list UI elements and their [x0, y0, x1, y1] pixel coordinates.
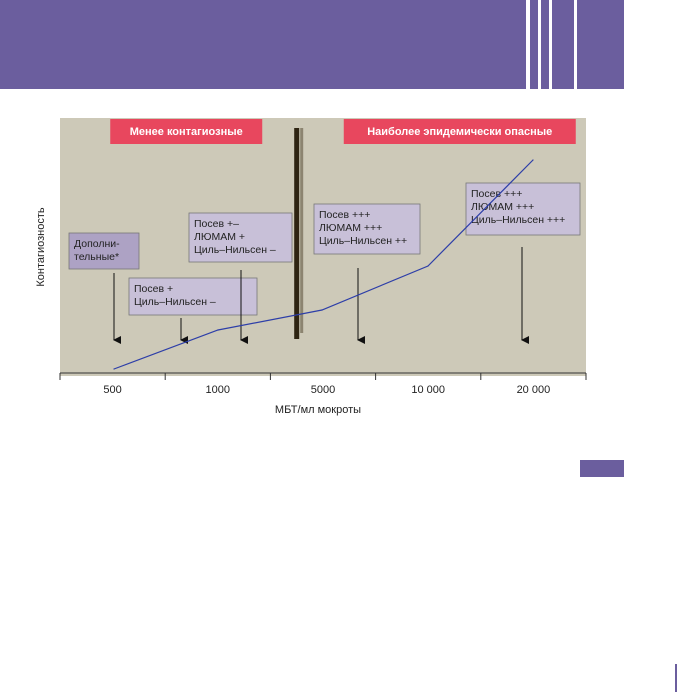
x-axis-label: МБТ/мл мокроты: [274, 404, 362, 416]
annotation-text: Циль–Нильсен +++: [471, 214, 566, 226]
threshold-bar: [294, 128, 299, 339]
annotation-text: Посев +++: [319, 209, 371, 221]
data-point: [217, 329, 218, 330]
category-band-label: Менее контагиозные: [129, 126, 243, 138]
data-point: [321, 309, 322, 310]
x-tick-label: 5000: [310, 384, 336, 396]
threshold-shadow: [300, 128, 303, 333]
x-tick-label: 1000: [205, 384, 231, 396]
annotation-text: Посев +: [134, 283, 174, 295]
x-tick-label: 20 000: [516, 384, 551, 396]
annotation-text: ЛЮМАМ +++: [471, 201, 535, 213]
annotation-text: тельные*: [74, 251, 120, 263]
x-tick-label: 500: [103, 384, 122, 396]
annotation-text: Циль–Нильсен –: [194, 244, 276, 256]
data-point: [113, 368, 114, 369]
annotation-text: Циль–Нильсен –: [134, 296, 216, 308]
annotation-text: Дополни-: [74, 238, 120, 250]
category-band-label: Наиболее эпидемически опасные: [367, 126, 553, 138]
x-tick-label: 10 000: [411, 384, 446, 396]
data-point: [427, 265, 428, 266]
annotation-text: ЛЮМАМ +: [194, 231, 246, 243]
y-axis-label: Контагиозность: [35, 207, 47, 287]
annotation-text: ЛЮМАМ +++: [319, 222, 383, 234]
annotation-text: Посев +++: [471, 188, 523, 200]
data-point: [532, 159, 533, 160]
annotation-text: Циль–Нильсен ++: [319, 235, 408, 247]
annotation-text: Посев +–: [194, 218, 239, 230]
